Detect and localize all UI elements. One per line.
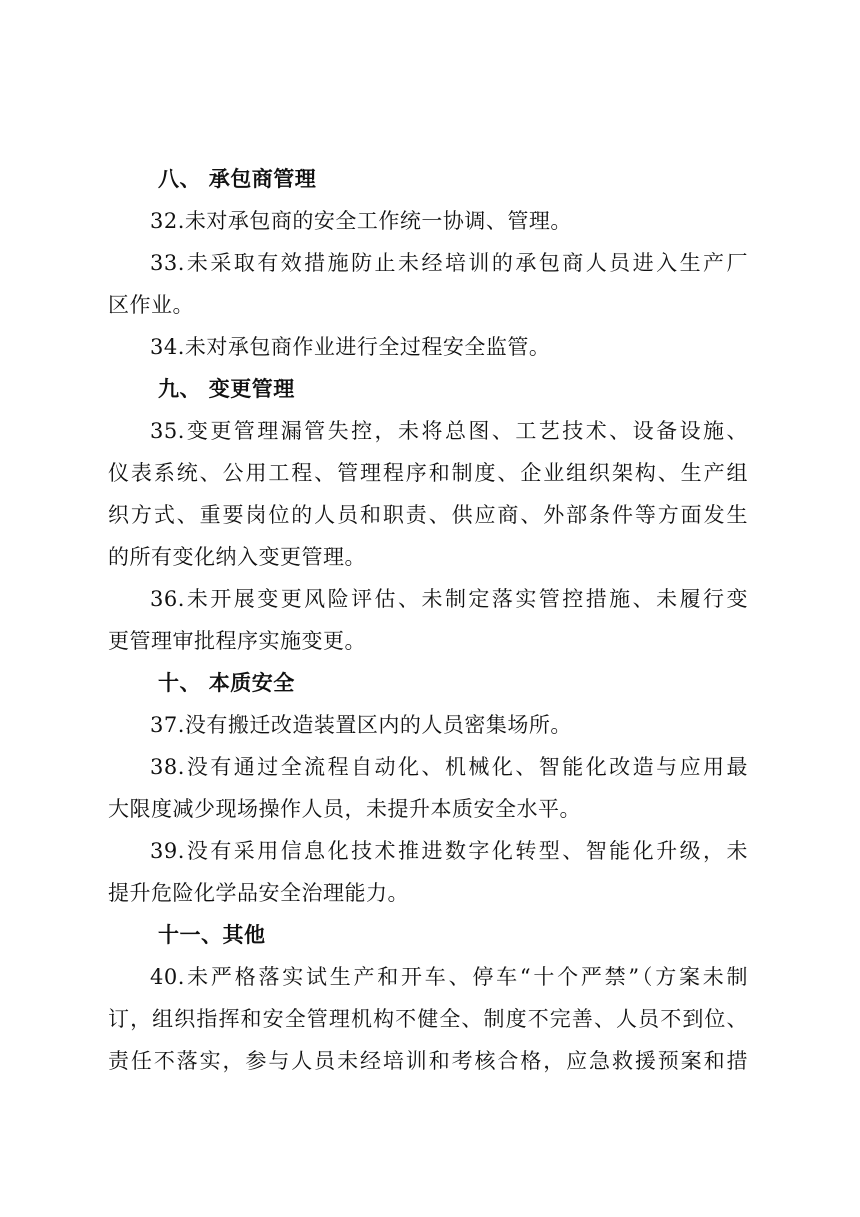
section-heading-11: 十一、其他 (158, 923, 266, 947)
item-35-line-2: 仪表系统、公用工程、管理程序和制度、企业组织架构、生产组 (108, 461, 748, 485)
item-36-line-2: 更管理审批程序实施变更。 (108, 629, 366, 653)
section-heading-9: 九、 变更管理 (158, 377, 295, 401)
section-heading-8: 八、 承包商管理 (158, 167, 317, 191)
item-39-line-1: 39.没有采用信息化技术推进数字化转型、智能化升级，未 (150, 839, 748, 863)
item-40-line-1: 40.未严格落实试生产和开车、停车“十个严禁”（方案未制 (150, 965, 748, 989)
item-38-line-2: 大限度减少现场操作人员，未提升本质安全水平。 (108, 797, 581, 821)
item-40-line-3: 责任不落实，参与人员未经培训和考核合格，应急救援预案和措 (108, 1049, 748, 1073)
document-body (108, 158, 748, 1082)
item-33-line-2: 区作业。 (108, 293, 194, 317)
item-35-line-4: 的所有变化纳入变更管理。 (108, 545, 366, 569)
item-34-line-1: 34.未对承包商作业进行全过程安全监管。 (150, 335, 551, 359)
item-40-line-2: 订，组织指挥和安全管理机构不健全、制度不完善、人员不到位、 (108, 1007, 748, 1031)
item-39-line-2: 提升危险化学品安全治理能力。 (108, 881, 409, 905)
item-38-line-1: 38.没有通过全流程自动化、机械化、智能化改造与应用最 (150, 755, 748, 779)
item-33-line-1: 33.未采取有效措施防止未经培训的承包商人员进入生产厂 (150, 251, 748, 275)
item-37-line-1: 37.没有搬迁改造装置区内的人员密集场所。 (150, 713, 572, 737)
item-35-line-1: 35.变更管理漏管失控，未将总图、工艺技术、设备设施、 (150, 419, 748, 443)
item-36-line-1: 36.未开展变更风险评估、未制定落实管控措施、未履行变 (150, 587, 748, 611)
item-32-line-1: 32.未对承包商的安全工作统一协调、管理。 (150, 209, 572, 233)
item-35-line-3: 织方式、重要岗位的人员和职责、供应商、外部条件等方面发生 (108, 503, 748, 527)
section-heading-10: 十、 本质安全 (158, 671, 295, 695)
